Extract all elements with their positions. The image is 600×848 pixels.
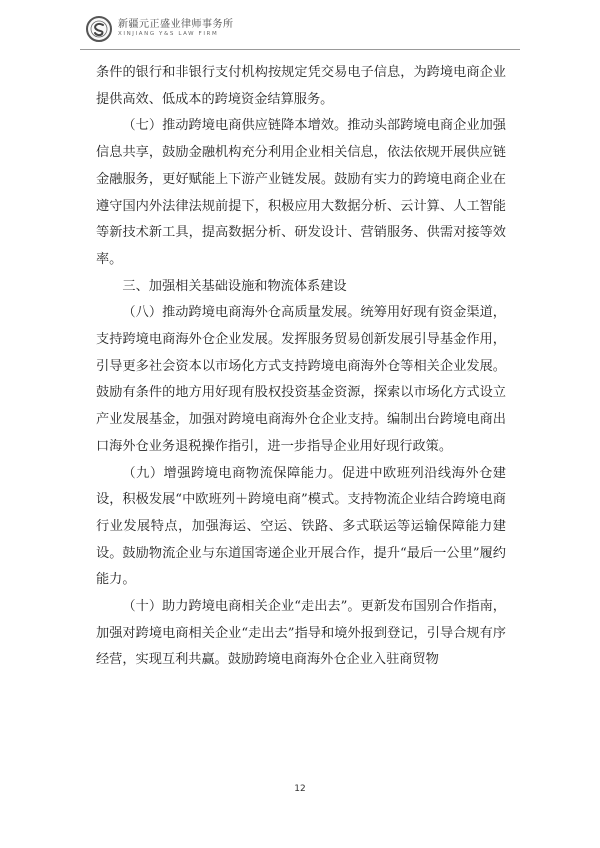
paragraph-item-7: （七）推动跨境电商供应链降本增效。推动头部跨境电商企业加强信息共享，鼓励金融机构充分利用企业相关信息，依法依规开展供应链金融服务，更好赋能上下游产业链发展。鼓励有实力的跨境电商企业在遵守国内外法律法规前提下，积极应用大数据分析、云计算、人工智能等新技术新工具，提高数据分析、研发设计、营销服务、供需对接等效率。: [96, 118, 506, 267]
paragraph-continuation: 条件的银行和非银行支付机构按规定凭交易电子信息，为跨境电商企业提供高效、低成本的跨境资金结算服务。: [96, 65, 506, 107]
firm-name-block: [118, 20, 234, 38]
paragraph-item-8: （八）推动跨境电商海外仓高质量发展。统筹用好现有资金渠道，支持跨境电商海外仓企业发展。发挥服务贸易创新发展引导基金作用，引导更多社会资本以市场化方式支持跨境电商海外仓等相关企业发展。鼓励有条件的地方用好现有股权投资基金资源，探索以市场化方式设立产业发展基金，加强对跨境电商海外仓企业支持。编制出台跨境电商出口海外仓业务退税操作指引，进一步指导企业用好现行政策。: [96, 305, 506, 454]
firm-logo-icon: [86, 16, 112, 42]
header-divider: [80, 49, 520, 50]
document-body: [96, 60, 506, 674]
firm-logo-mark: [90, 20, 108, 38]
paragraph-item-9: （九）增强跨境电商物流保障能力。促进中欧班列沿线海外仓建设，积极发展“中欧班列＋跨境电商”模式。支持物流企业结合跨境电商行业发展特点，加强海运、空运、铁路、多式联运等运输保障能力建设。鼓励物流企业与东道国寄递企业开展合作，提升“最后一公里”履约能力。: [96, 465, 506, 588]
firm-name-cn: 新疆元正盛业律师事务所: [118, 19, 234, 31]
page-number: 12: [294, 784, 306, 794]
page-header: [86, 16, 234, 42]
firm-name-en: XINJIANG Y&S LAW FIRM: [118, 31, 219, 38]
paragraph-item-10: （十）助力跨境电商相关企业“走出去”。更新发布国别合作指南，加强对跨境电商相关企业“走出去”指导和境外报到登记，引导合规有序经营，实现互利共赢。鼓励跨境电商海外仓企业入驻商贸物: [96, 599, 506, 668]
section-heading-3: 三、加强相关基础设施和物流体系建设: [122, 278, 347, 294]
